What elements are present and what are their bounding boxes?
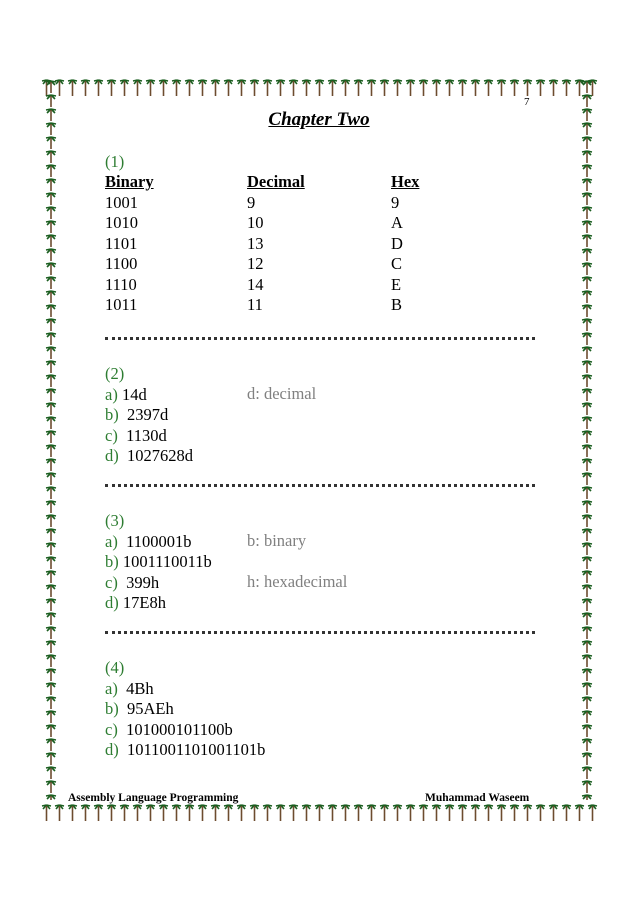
answer-value: 4Bh [126, 678, 154, 698]
question-4-number: (4) [105, 658, 125, 677]
answer-value: 101000101100b [126, 719, 233, 739]
page-border-right [576, 80, 598, 800]
question-4 [105, 658, 265, 761]
answer-label: c) [105, 572, 118, 592]
answer-row [105, 532, 212, 553]
binary-cell: 1001 [105, 192, 138, 212]
answer-row [105, 720, 265, 741]
hex-cell: C [391, 254, 403, 274]
answer-label: d) [105, 446, 119, 465]
palm-tree-border-icon [40, 78, 598, 100]
note-hexadecimal: h: hexadecimal [247, 572, 348, 591]
answer-value: 95AEh [127, 699, 174, 718]
decimal-cell: 11 [247, 295, 263, 315]
answer-value: 1100001b [126, 531, 192, 551]
page-number: 7 [524, 96, 530, 108]
section-divider [105, 484, 535, 487]
answer-value: 17E8h [122, 593, 166, 612]
footer-author: Muhammad Waseem [425, 792, 530, 804]
section-divider [105, 337, 535, 340]
column-header-hex: Hex [391, 172, 420, 192]
table-row [105, 213, 451, 234]
table-row [105, 254, 451, 275]
question-1-number: (1) [105, 152, 125, 171]
conversion-table [105, 172, 451, 316]
answer-label: b) [105, 405, 119, 424]
binary-cell: 1100 [105, 254, 138, 274]
answer-row [105, 385, 193, 406]
answer-value: 1001110011b [122, 552, 212, 571]
answer-row [105, 699, 265, 720]
answer-label: c) [105, 425, 118, 445]
hex-cell: D [391, 233, 403, 253]
page-border-bottom [40, 803, 598, 825]
page-border-left [40, 80, 62, 800]
chapter-title: Chapter Two [268, 109, 370, 130]
palm-tree-border-icon [576, 80, 598, 800]
answer-label: a) [105, 531, 118, 551]
table-row [105, 193, 451, 214]
answer-label: d) [105, 740, 119, 759]
answer-row [105, 446, 193, 467]
footer-course-title: Assembly Language Programming [68, 792, 239, 804]
answer-row [105, 405, 193, 426]
binary-cell: 1101 [105, 233, 138, 253]
binary-cell: 1011 [105, 295, 138, 315]
answer-label: a) [105, 678, 118, 698]
palm-tree-border-icon [40, 80, 62, 800]
answer-row [105, 573, 212, 594]
answer-row [105, 426, 193, 447]
hex-cell: 9 [391, 192, 400, 212]
question-3-number: (3) [105, 511, 125, 530]
binary-cell: 1110 [105, 274, 137, 294]
page-border-top [40, 78, 598, 100]
column-header-binary: Binary [105, 172, 154, 192]
decimal-cell: 13 [247, 233, 264, 253]
decimal-cell: 9 [247, 192, 256, 212]
binary-cell: 1010 [105, 213, 138, 233]
question-2-number: (2) [105, 364, 125, 383]
table-row [105, 275, 451, 296]
answer-label: c) [105, 719, 118, 739]
hex-cell: A [391, 213, 403, 233]
answer-label: d) [105, 593, 119, 612]
hex-cell: B [391, 295, 403, 315]
answer-value: 399h [126, 572, 160, 592]
answer-label: b) [105, 699, 119, 718]
section-divider [105, 631, 535, 634]
answer-row [105, 593, 212, 614]
table-row [105, 234, 451, 255]
question-2 [105, 364, 193, 467]
answer-value: 2397d [127, 405, 169, 424]
answer-label: b) [105, 552, 119, 571]
decimal-cell: 12 [247, 254, 264, 274]
note-decimal: d: decimal [247, 384, 317, 403]
answer-row [105, 679, 265, 700]
answer-label: a) [105, 384, 118, 404]
answer-value: 1011001101001101b [127, 740, 266, 759]
answer-value: 14d [121, 384, 147, 404]
table-header-row [105, 172, 451, 193]
answer-value: 1027628d [127, 446, 193, 465]
decimal-cell: 14 [247, 274, 264, 294]
answer-row [105, 552, 212, 573]
palm-tree-border-icon [40, 803, 598, 825]
note-binary: b: binary [247, 531, 307, 550]
column-header-decimal: Decimal [247, 172, 305, 192]
table-row [105, 295, 451, 316]
question-3 [105, 511, 212, 614]
answer-value: 1130d [126, 425, 167, 445]
decimal-cell: 10 [247, 213, 264, 233]
answer-row [105, 740, 265, 761]
hex-cell: E [391, 274, 402, 294]
